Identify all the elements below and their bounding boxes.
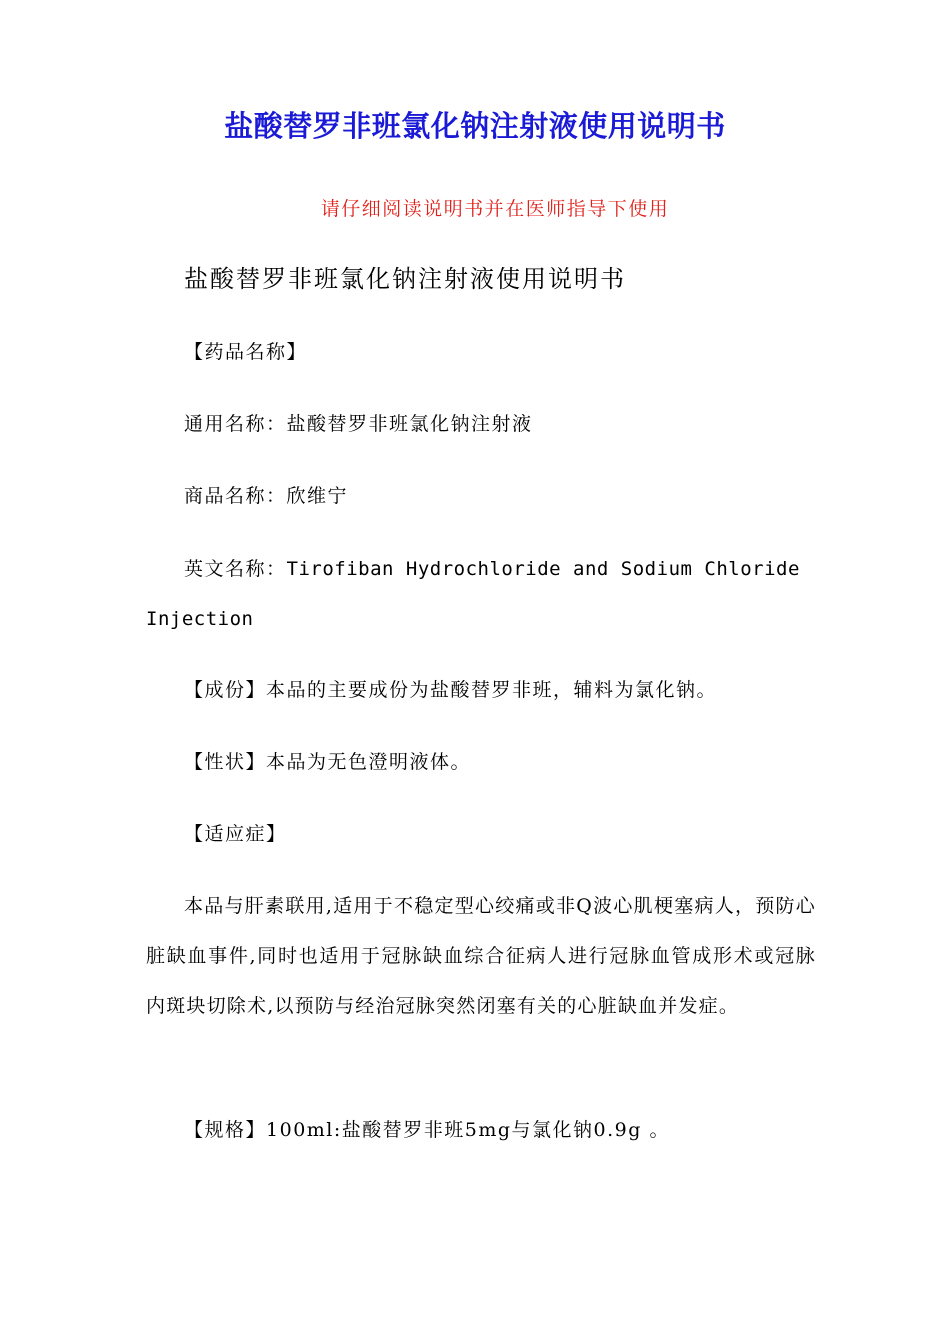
appearance-header: 【性状】: [184, 751, 267, 773]
english-name-row: [184, 557, 800, 581]
trade-name-value: 欣维宁: [286, 485, 349, 507]
drug-name-header: 【药品名称】: [184, 341, 308, 363]
generic-name-value: 盐酸替罗非班氯化钠注射液: [286, 413, 533, 435]
english-name-label: 英文名称：: [184, 558, 287, 580]
trade-name-label: 商品名称：: [184, 485, 287, 507]
generic-name-row: [184, 412, 533, 436]
composition-text: 本品的主要成份为盐酸替罗非班，辅料为氯化钠。: [266, 679, 718, 701]
appearance-row: [184, 750, 471, 774]
english-name-value: Tirofiban Hydrochloride and Sodium Chloride: [286, 558, 800, 580]
composition-row: [184, 678, 717, 702]
specification-text: 100ml:盐酸替罗非班5mg与氯化钠0.9g 。: [266, 1119, 670, 1141]
usage-notice: 请仔细阅读说明书并在医师指导下使用: [320, 198, 670, 220]
generic-name-label: 通用名称：: [184, 413, 287, 435]
composition-header: 【成份】: [184, 679, 267, 701]
specification-row: [184, 1118, 670, 1142]
specification-header: 【规格】: [184, 1119, 267, 1141]
trade-name-row: [184, 484, 348, 508]
english-name-value-continued: Injection: [146, 608, 254, 630]
document-subtitle: 盐酸替罗非班氯化钠注射液使用说明书: [184, 265, 626, 293]
indications-text: 本品与肝素联用,适用于不稳定型心绞痛或非Q波心肌梗塞病人，预防心脏缺血事件,同时也适用于冠脉缺血综合征病人进行冠脉血管成形术或冠脉内斑块切除术,以预防与经治冠脉突然闭塞有关的心脏缺血并发症。: [146, 895, 816, 1017]
document-title: 盐酸替罗非班氯化钠注射液使用说明书: [224, 109, 726, 143]
appearance-text: 本品为无色澄明液体。: [266, 751, 472, 773]
indications-header: 【适应症】: [184, 823, 287, 845]
